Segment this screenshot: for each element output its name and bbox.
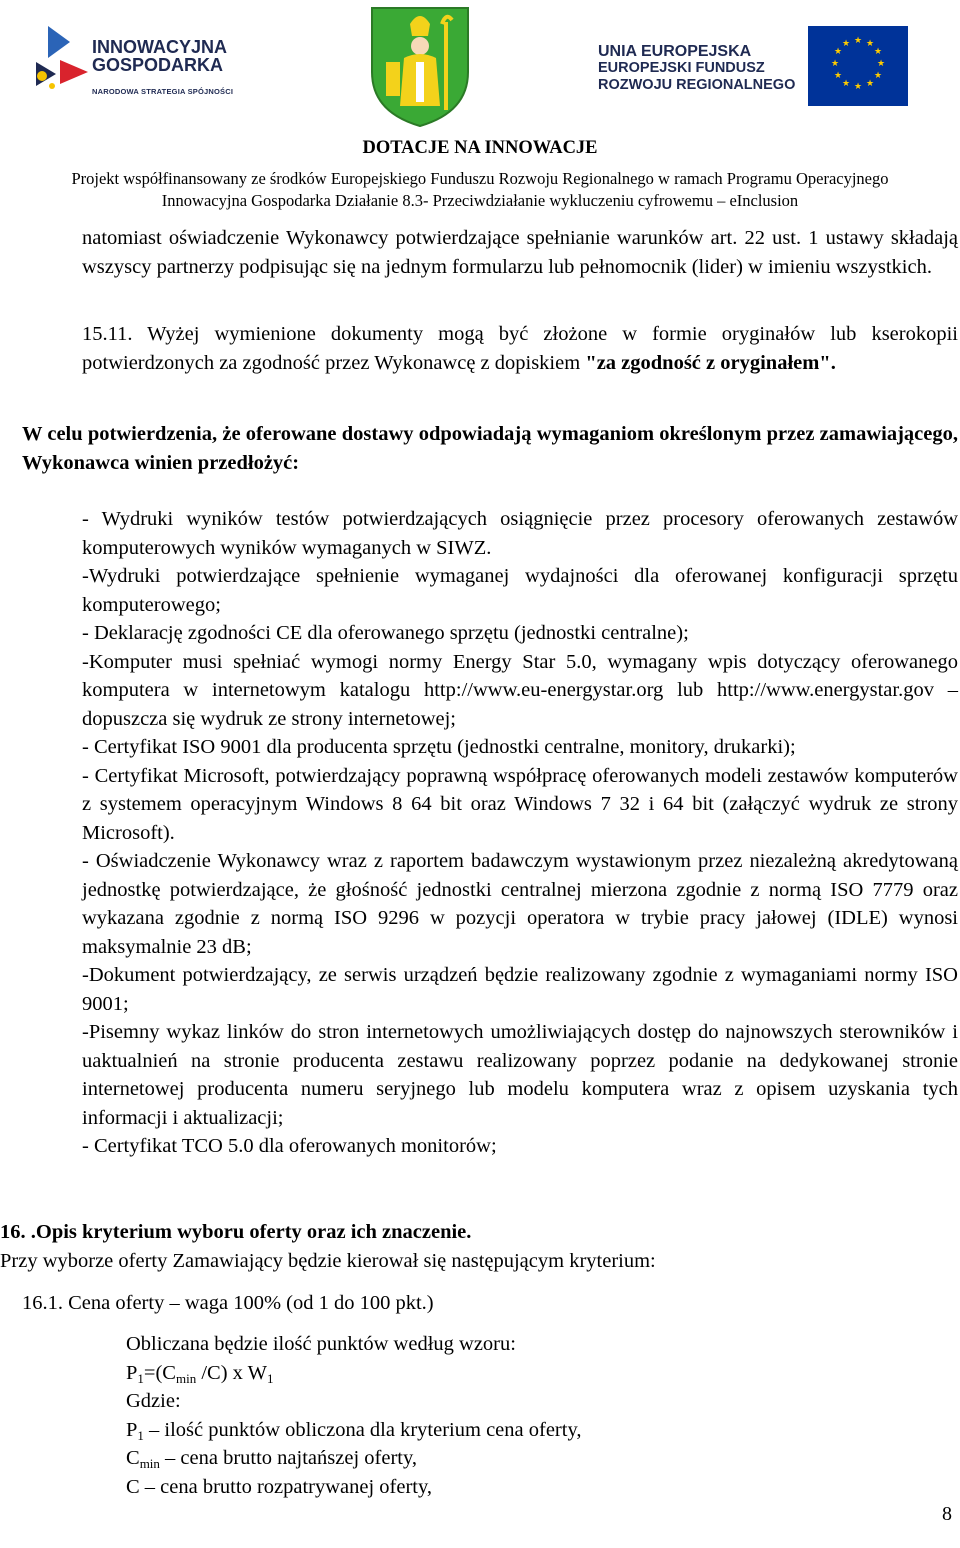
paragraph-partners-statement: natomiast oświadczenie Wykonawcy potwierdzające spełnianie warunków art. 22 ust. 1 ustawy składają wszyscy partnerzy podpisując się na jednym formularzu lub pełnomocnik (lider) w imieniu wszystkich. — [82, 227, 958, 278]
logo-right-line1: UNIA EUROPEJSKA — [598, 43, 752, 60]
list-item: -Dokument potwierdzający, ze serwis urządzeń będzie realizowany zgodnie z wymaganiami normy ISO 9001; — [82, 964, 958, 1015]
bishop-coat-of-arms-icon — [366, 2, 474, 130]
svg-text:★: ★ — [873, 71, 883, 81]
logo-right-line3: ROZWOJU REGIONALNEGO — [598, 77, 796, 93]
svg-text:★: ★ — [841, 39, 851, 49]
eu-flag-icon — [808, 26, 908, 106]
formula-intro: Obliczana będzie ilość punktów według wzoru: — [126, 1333, 516, 1355]
paragraph-15-11 — [82, 320, 958, 377]
eu-fund-logo — [590, 18, 920, 118]
definition-p1: $P_1$ – ilość punktów obliczona dla kryterium cena oferty, — [126, 1418, 582, 1443]
list-item: - Oświadczenie Wykonawcy wraz z raportem badawczym wystawionym przez niezależną akredytowaną jednostkę potwierdzające, że głośność jednostki centralnej mierzona zgodnie z normą ISO 7779 oraz wykazana zgodnie z normą ISO 9296 w pozycji operatora w trybie pracy jałowej (IDLE) wynosi maksymalnie 23 dB; — [82, 850, 958, 958]
logo-left-line2: GOSPODARKA — [92, 55, 224, 75]
svg-text:★: ★ — [841, 79, 851, 89]
logo-left-tagline: NARODOWA STRATEGIA SPÓJNOŚCI — [92, 87, 234, 96]
section-heading: 16. .Opis kryterium wyboru oferty oraz ich znaczenie. — [0, 1221, 472, 1243]
header-line2: Innowacyjna Gospodarka Działanie 8.3- Przeciwdziałanie wykluczeniu cyfrowemu – eInclusion — [161, 191, 799, 210]
page-number: 8 — [942, 1503, 952, 1525]
svg-text:★: ★ — [833, 71, 843, 81]
svg-text:★: ★ — [865, 39, 875, 49]
list-item: - Certyfikat ISO 9001 dla producenta sprzętu (jednostki centralne, monitory, drukarki); — [82, 736, 796, 758]
header-logos — [0, 0, 960, 135]
formula: $P_1=(C_{min}$ /C) x $W_1$ — [126, 1361, 274, 1386]
definition-cmin: $C_{min}$ – cena brutto najtańszej oferty, — [126, 1447, 418, 1471]
header-line1: Projekt współfinansowany ze środków Europejskiego Funduszu Rozwoju Regionalnego w ramach Programu Operacyjnego — [71, 169, 889, 188]
innowacyjna-gospodarka-logo — [30, 22, 260, 112]
svg-text:★: ★ — [853, 36, 863, 46]
section-intro: Przy wyborze oferty Zamawiający będzie kierował się następującym kryterium: — [0, 1250, 656, 1272]
innowacyjna-gospodarka-emblem-icon — [30, 22, 90, 102]
list-item: - Deklarację zgodności CE dla oferowanego sprzętu (jednostki centralne); — [82, 622, 689, 644]
svg-text:★: ★ — [833, 47, 843, 57]
list-item: - Certyfikat TCO 5.0 dla oferowanych monitorów; — [82, 1135, 497, 1157]
required-documents-intro: W celu potwierdzenia, że oferowane dostawy odpowiadają wymaganiom określonym przez zamawiającego, Wykonawca winien przedłożyć: — [22, 423, 958, 474]
coat-of-arms-logo — [366, 2, 474, 130]
svg-text:★: ★ — [876, 59, 886, 69]
svg-text:★: ★ — [853, 82, 863, 92]
list-item: -Pisemny wykaz linków do stron internetowych umożliwiających dostęp do najnowszych sterowników i uaktualnień na stronie producenta zestawu realizowany poprzez podanie na dedykowanej stronie internetowej producenta numeru seryjnego lub modelu komputera wraz z opisem uzyskania tych informacji i aktualizacji; — [82, 1021, 958, 1129]
list-item: -Komputer musi spełniać wymogi normy Energy Star 5.0, wymagany wpis dotyczący oferowanego komputera w internetowym katalogu http://www.eu-energystar.org lub http://www.energystar.gov – dopuszcza się wydruk ze strony internetowej; — [82, 650, 958, 730]
list-item: - Wydruki wyników testów potwierdzających osiągnięcie przez procesory oferowanych zestawów komputerowych wyników wymaganych w SIWZ. — [82, 508, 958, 559]
paragraph-15-11-text: 15.11. Wyżej wymienione dokumenty mogą być złożone w formie oryginałów lub kserokopii potwierdzonych za zgodność przez Wykonawcę z dopiskiem — [82, 323, 958, 374]
paragraph-15-11-bold: "za zgodność z oryginałem". — [585, 351, 836, 374]
formula-block — [126, 1330, 581, 1501]
definition-c: C – cena brutto rozpatrywanej oferty, — [126, 1475, 433, 1498]
svg-text:★: ★ — [865, 79, 875, 89]
logo-right-line2: EUROPEJSKI FUNDUSZ — [598, 60, 765, 76]
header-title: DOTACJE NA INNOWACJE — [362, 138, 598, 158]
criterion-price: 16.1. Cena oferty – waga 100% (od 1 do 100 pkt.) — [22, 1292, 434, 1314]
svg-text:★: ★ — [873, 47, 883, 57]
list-item: - Certyfikat Microsoft, potwierdzający poprawną współpracę oferowanych modeli zestawów komputerów z systemem operacyjnym Windows 8 64 bit oraz Windows 7 32 i 64 bit (załączyć wydruk ze strony Microsoft). — [82, 764, 958, 844]
svg-text:★: ★ — [830, 59, 840, 69]
logo-left-line1: INNOWACYJNA — [92, 37, 228, 57]
list-item: -Wydruki potwierdzające spełnienie wymaganej wydajności dla oferowanej konfiguracji sprzętu komputerowego; — [82, 565, 958, 616]
required-documents-list — [82, 505, 958, 1161]
formula-where: Gdzie: — [126, 1390, 181, 1412]
